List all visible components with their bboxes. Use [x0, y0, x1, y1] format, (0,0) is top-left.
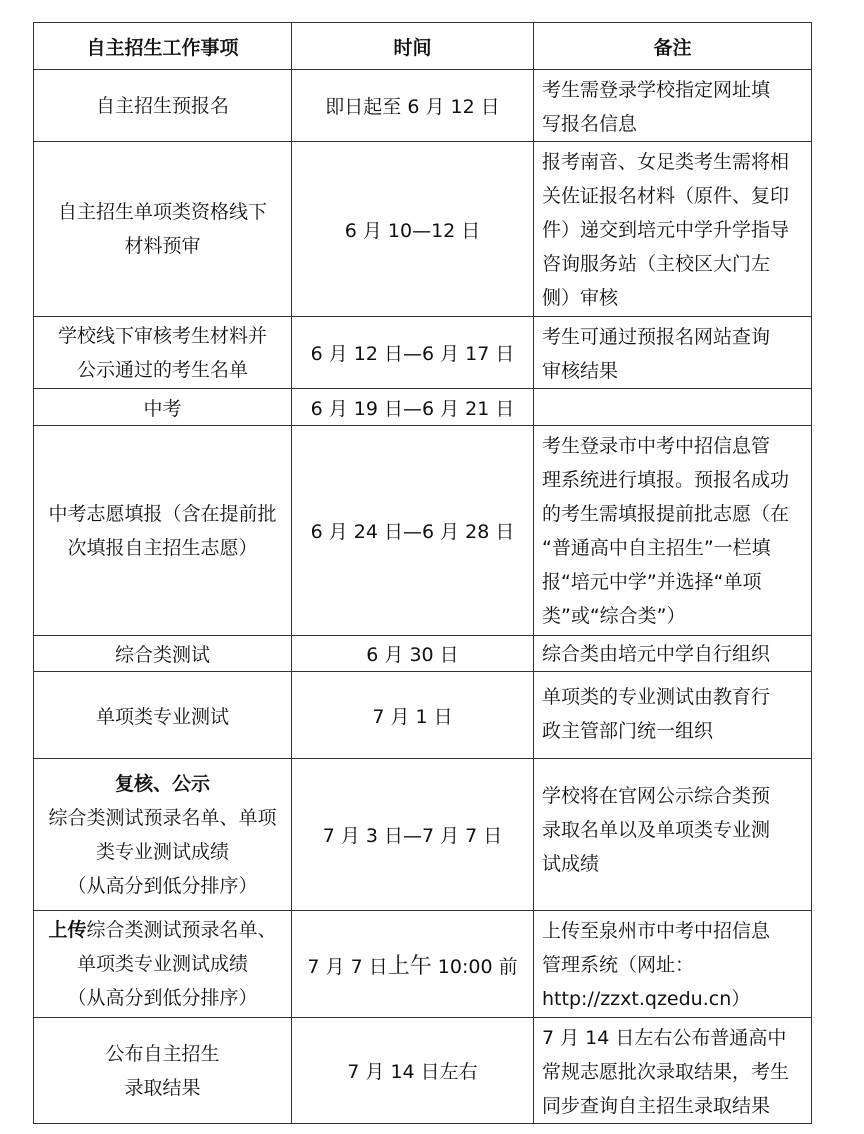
time-cell: 7 月 1 日: [292, 672, 534, 759]
table-row: [34, 426, 812, 636]
note-line: 件）递交到培元中学升学指导: [542, 219, 790, 241]
note-line: 类”或“综合类”）: [542, 605, 686, 627]
time-cell: 即日起至 6 月 12 日: [292, 70, 534, 142]
item-line: 录取结果: [124, 1076, 201, 1099]
time-cell: 6 月 12 日—6 月 17 日: [292, 317, 534, 389]
note-cell: [534, 759, 812, 911]
item-line: 类专业测试成绩: [95, 840, 229, 863]
note-cell: [534, 142, 812, 317]
item-line: 次填报自主招生志愿）: [67, 536, 258, 559]
item-line: 材料预审: [124, 235, 201, 257]
item-cell: [34, 1018, 292, 1124]
header-row: [34, 23, 812, 70]
item-heading: 上传: [48, 919, 87, 941]
header-time: 时间: [292, 23, 534, 70]
note-line: http://zzxt.qzedu.cn）: [542, 988, 751, 1010]
time-cell: 6 月 24 日—6 月 28 日: [292, 426, 534, 636]
note-line: 常规志愿批次录取结果，考生: [542, 1061, 790, 1083]
note-cell: [534, 426, 812, 636]
note-line: 录取名单以及单项类专业测: [542, 819, 771, 841]
note-line: 写报名信息: [542, 113, 638, 135]
time-period: 上午: [387, 953, 432, 979]
item-line: 单项类专业测试成绩: [76, 953, 248, 975]
note-line: 学校将在官网公示综合类预: [542, 785, 771, 807]
item-line: 学校线下审核考生材料并: [57, 324, 267, 347]
note-line: 政主管部门统一组织: [542, 720, 714, 742]
note-cell: [534, 70, 812, 142]
note-line: 试成绩: [542, 853, 600, 875]
time-date: 7 月 7 日: [307, 955, 388, 978]
note-cell: [534, 317, 812, 389]
note-cell: [534, 672, 812, 759]
item-line: 自主招生单项类资格线下: [57, 201, 267, 223]
table-row: [34, 636, 812, 672]
note-cell: [534, 389, 812, 426]
item-line: [34, 913, 291, 947]
table-row: [34, 759, 812, 911]
time-cell: 6 月 19 日—6 月 21 日: [292, 389, 534, 426]
time-cell: 6 月 30 日: [292, 636, 534, 672]
note-line: 7 月 14 日左右公布普通高中: [542, 1027, 787, 1049]
note-line: 考生需登录学校指定网址填: [542, 79, 771, 101]
time-cell: [292, 911, 534, 1018]
item-cell: 中考: [34, 389, 292, 426]
note-line: 管理系统（网址：: [542, 954, 695, 976]
note-line: 上传至泉州市中考中招信息: [542, 920, 771, 942]
header-item: 自主招生工作事项: [34, 23, 292, 70]
item-line: 综合类测试预录名单、单项: [48, 806, 277, 829]
time-cell: 7 月 14 日左右: [292, 1018, 534, 1124]
note-line: 考生可通过预报名网站查询: [542, 326, 771, 348]
item-line: （从高分到低分排序）: [67, 987, 258, 1009]
note-line: 侧）审核: [542, 287, 619, 309]
note-line: 咨询服务站（主校区大门左: [542, 253, 771, 275]
item-line: 公布自主招生: [105, 1042, 220, 1065]
schedule-table: [33, 22, 812, 1124]
table-row: [34, 317, 812, 389]
item-line-rest: 综合类测试预录名单、: [86, 919, 277, 941]
note-line: 审核结果: [542, 360, 619, 382]
item-line: （从高分到低分排序）: [67, 874, 258, 897]
item-cell: [34, 70, 292, 142]
note-line: 单项类的专业测试由教育行: [542, 686, 771, 708]
item-cell: [34, 759, 292, 911]
note-line: 关佐证报名材料（原件、复印: [542, 185, 790, 207]
item-cell: 综合类测试: [34, 636, 292, 672]
note-cell: [534, 636, 812, 672]
note-line: 报“培元中学”并选择“单项: [542, 571, 762, 593]
note-line: 同步查询自主招生录取结果: [542, 1095, 771, 1117]
time-cell: 6 月 10—12 日: [292, 142, 534, 317]
time-cell: 7 月 3 日—7 月 7 日: [292, 759, 534, 911]
table-row: [34, 70, 812, 142]
table-row: [34, 142, 812, 317]
item-line: 自主招生预报名: [95, 94, 229, 117]
item-cell: [34, 142, 292, 317]
table-row: [34, 389, 812, 426]
note-cell: [534, 1018, 812, 1124]
note-line: 报考南音、女足类考生需将相: [542, 151, 790, 173]
item-cell: 单项类专业测试: [34, 672, 292, 759]
item-cell: [34, 911, 292, 1018]
note-cell: [534, 911, 812, 1018]
item-cell: [34, 317, 292, 389]
note-line: “普通高中自主招生”一栏填: [542, 537, 771, 559]
item-line: 中考志愿填报（含在提前批: [48, 502, 277, 525]
note-line: 理系统进行填报。预报名成功: [542, 469, 790, 491]
table-row: [34, 911, 812, 1018]
note-line: 考生登录市中考中招信息管: [542, 435, 771, 457]
note-line: 综合类由培元中学自行组织: [542, 642, 771, 665]
item-heading: 复核、公示: [114, 772, 210, 795]
header-note: 备注: [534, 23, 812, 70]
item-cell: [34, 426, 292, 636]
table-row: [34, 672, 812, 759]
note-line: 的考生需填报提前批志愿（在: [542, 503, 790, 525]
table-row: [34, 1018, 812, 1124]
time-hour: 10:00 前: [431, 955, 518, 978]
item-line: 公示通过的考生名单: [76, 358, 248, 381]
